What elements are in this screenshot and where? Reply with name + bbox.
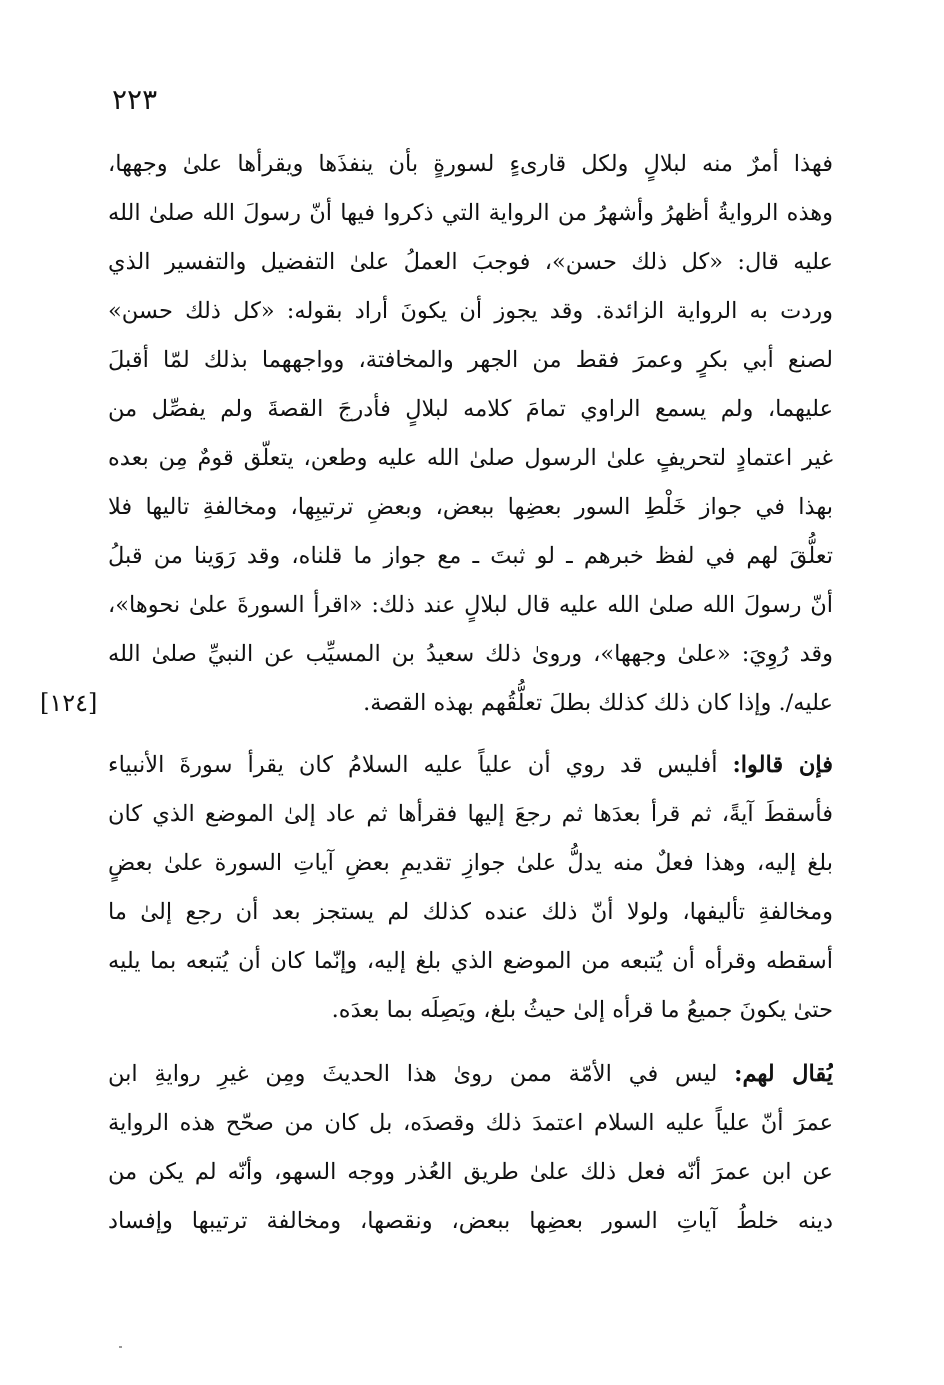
text-line: فهذا أمرٌ منه لبلالٍ ولكل قارىءٍ لسورةٍ بأن ينفذَها ويقرأها علىٰ وجهها، bbox=[108, 151, 833, 177]
text-line-rest: ليس في الأمّة ممن رویٰ هذا الحديثَ ومِن غيرِ روايةِ ابن bbox=[108, 1061, 735, 1087]
text-line: عن ابن عمرَ أنّه فعل ذلك علىٰ طريق العُذر ووجه السهو، وأنّه لم يكن من bbox=[108, 1159, 833, 1185]
text-line: وهذه الروايةُ أظهرُ وأشهرُ من الرواية التي ذكروا فيها أنّ رسولَ الله صلىٰ الله bbox=[108, 200, 833, 226]
text-line: بهذا في جواز خَلْطِ السور بعضِها ببعض، وبعضِ ترتيبِها، ومخالفةِ تاليها فلا bbox=[108, 494, 833, 520]
text-line: أسقطه وقرأه أن يُتبعه من الموضع الذي بلغ إليه، وإنّما كان أن يُتبعه بما يليه bbox=[108, 948, 833, 974]
text-line: تعلُّقَ لهم في لفظ خبرهم ـ لو ثبتَ ـ مع جواز ما قلناه، وقد رَوَينا من قبلُ bbox=[108, 543, 833, 569]
paragraph-1 bbox=[108, 140, 833, 728]
text-line: دينه خلطُ آياتِ السور بعضِها ببعض، ونقصها، ومخالفة ترتيبها وإفساد bbox=[108, 1208, 833, 1234]
scan-speck bbox=[119, 1346, 122, 1348]
text-line: فأسقطَ آيةً، ثم قرأ بعدَها ثم رجعَ إليها فقرأها ثم عاد إلىٰ الموضع الذي كان bbox=[108, 801, 833, 827]
text-line: عليه قال: «كل ذلك حسن»، فوجبَ العملُ علىٰ التفضيل والتفسير الذي bbox=[108, 249, 833, 275]
paragraph-lead: يُقال لهم: bbox=[734, 1061, 833, 1087]
margin-reference: [١٢٤] bbox=[40, 689, 98, 717]
text-line: عليه/. وإذا كان ذلك كذلك بطلَ تعلُّقُهم بهذه القصة. bbox=[363, 690, 833, 716]
text-line-with-lead bbox=[108, 741, 833, 790]
text-line: ومخالفةِ تأليفها، ولولا أنّ ذلك عنده كذلك لم يستجز بعد أن رجع إلىٰ ما bbox=[108, 899, 833, 925]
text-line: غير اعتمادٍ لتحريفٍ علىٰ الرسول صلىٰ الله عليه وطعن، يتعلّق قومٌ مِن بعده bbox=[108, 445, 833, 471]
text-line-with-lead bbox=[108, 1050, 833, 1099]
paragraph-3 bbox=[108, 1050, 833, 1246]
text-line: أنّ رسولَ الله صلىٰ الله عليه قال لبلالٍ عند ذلك: «اقرأ السورةَ علىٰ نحوها»، bbox=[108, 592, 833, 618]
text-line-rest: أفليس قد روي أن علياً عليه السلامُ كان يقرأ سورةَ الأنبياء bbox=[108, 752, 733, 778]
page-number: ٢٢٣ bbox=[112, 83, 158, 116]
text-line: بلغ إليه، وهذا فعلٌ منه يدلُّ علىٰ جوازِ تقديمِ بعضِ آياتِ السورة علىٰ بعضٍ bbox=[108, 850, 833, 876]
text-line: وقد رُوِيَ: «علىٰ وجهها»، ورویٰ ذلك سعيدُ بن المسيِّب عن النبيِّ صلىٰ الله bbox=[108, 641, 833, 667]
paragraph-2 bbox=[108, 741, 833, 1035]
paragraph-lead: فإن قالوا: bbox=[732, 752, 833, 778]
text-line: عمرَ أنّ علياً عليه السلام اعتمدَ ذلك وقصدَه، بل كان من صحّح هذه الرواية bbox=[108, 1110, 833, 1136]
text-line: عليهما، ولم يسمع الراوي تمامَ كلامه لبلالٍ فأدرجَ القصةَ ولم يفصِّل من bbox=[108, 396, 833, 422]
text-line: حتىٰ يكونَ جميعُ ما قرأه إلىٰ حيثُ بلغ، ويَصِلَه بما بعدَه. bbox=[331, 997, 833, 1023]
text-line: لصنع أبي بكرٍ وعمرَ فقط من الجهر والمخافتة، وواجههما بذلك لمّا أقبلَ bbox=[108, 347, 833, 373]
text-line: وردت به الرواية الزائدة. وقد يجوز أن يكونَ أراد بقوله: «كل ذلك حسن» bbox=[108, 298, 833, 324]
